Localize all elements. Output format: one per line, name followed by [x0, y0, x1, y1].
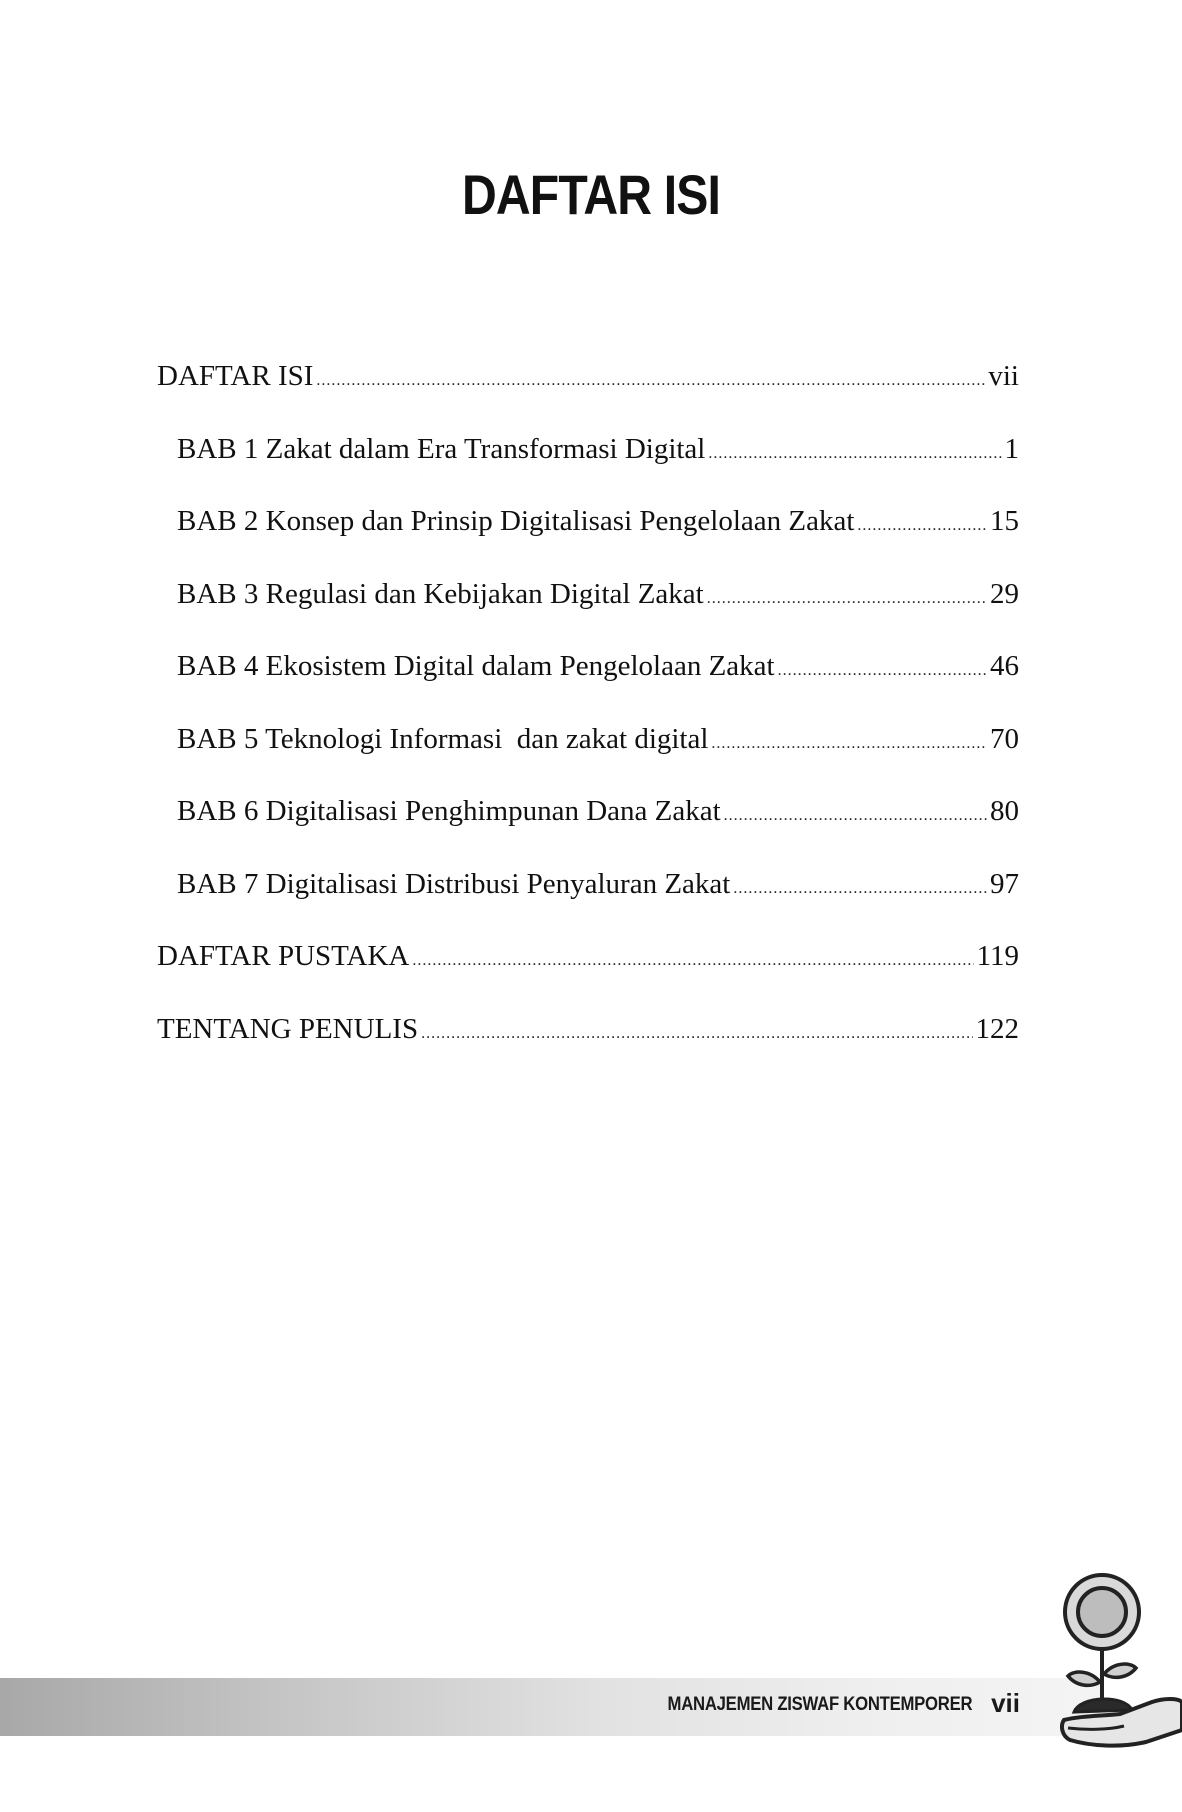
- toc-entry-page: 122: [975, 1012, 1019, 1045]
- toc-entry-label: BAB 6 Digitalisasi Penghimpunan Dana Zakat: [177, 795, 721, 827]
- footer-book-title: MANAJEMEN ZISWAF KONTEMPORER: [667, 1694, 972, 1715]
- toc-dot-leader: [724, 795, 987, 837]
- toc-entry-bab-2[interactable]: [157, 500, 1019, 573]
- toc-entry-label: TENTANG PENULIS: [157, 1012, 419, 1045]
- toc-entry-page: 97: [990, 867, 1019, 900]
- toc-entry-label: DAFTAR ISI: [157, 360, 314, 392]
- footer-page-number: vii: [991, 1688, 1020, 1718]
- toc-entry-label: BAB 2 Konsep dan Prinsip Digitalisasi Pengelolaan Zakat: [177, 505, 855, 537]
- toc-dot-leader: [733, 868, 987, 910]
- toc-entry-tentang-penulis[interactable]: [157, 1008, 1019, 1081]
- toc-dot-leader: [711, 723, 987, 765]
- toc-entry-daftar-isi[interactable]: [157, 355, 1019, 428]
- toc-entry-bab-7[interactable]: [157, 863, 1019, 936]
- toc-entry-label: BAB 7 Digitalisasi Distribusi Penyaluran Zakat: [177, 867, 731, 900]
- toc-dot-leader: [707, 578, 987, 620]
- table-of-contents: [157, 355, 1019, 1080]
- toc-entry-label: BAB 4 Ekosistem Digital dalam Pengelolaan Zakat: [177, 650, 775, 682]
- toc-dot-leader: [421, 1013, 972, 1055]
- toc-entry-bab-3[interactable]: [157, 573, 1019, 646]
- toc-dot-leader: [412, 940, 973, 982]
- toc-dot-leader: [708, 433, 1001, 475]
- toc-entry-bab-6[interactable]: [157, 790, 1019, 863]
- toc-entry-label: DAFTAR PUSTAKA: [157, 940, 410, 972]
- page-title: DAFTAR ISI: [461, 163, 721, 226]
- toc-entry-page: 80: [990, 795, 1019, 827]
- toc-entry-page: vii: [988, 360, 1019, 392]
- toc-entry-page: 70: [990, 722, 1019, 755]
- coin-plant-hand-icon: [1060, 1570, 1182, 1750]
- toc-entry-page: 1: [1004, 432, 1019, 465]
- toc-dot-leader: [778, 650, 987, 692]
- toc-entry-page: 46: [990, 650, 1019, 682]
- toc-dot-leader: [857, 505, 987, 547]
- toc-entry-label: BAB 3 Regulasi dan Kebijakan Digital Zakat: [177, 577, 704, 610]
- toc-entry-label: BAB 5 Teknologi Informasi dan zakat digital: [177, 722, 709, 755]
- toc-dot-leader: [316, 360, 985, 402]
- toc-entry-page: 29: [990, 577, 1019, 610]
- toc-entry-page: 15: [990, 505, 1019, 537]
- toc-entry-page: 119: [976, 940, 1019, 972]
- toc-entry-bab-4[interactable]: [157, 645, 1019, 718]
- toc-entry-bab-5[interactable]: [157, 718, 1019, 791]
- toc-entry-label: BAB 1 Zakat dalam Era Transformasi Digital: [177, 432, 706, 465]
- toc-entry-bab-1[interactable]: [157, 428, 1019, 501]
- toc-entry-daftar-pustaka[interactable]: [157, 935, 1019, 1008]
